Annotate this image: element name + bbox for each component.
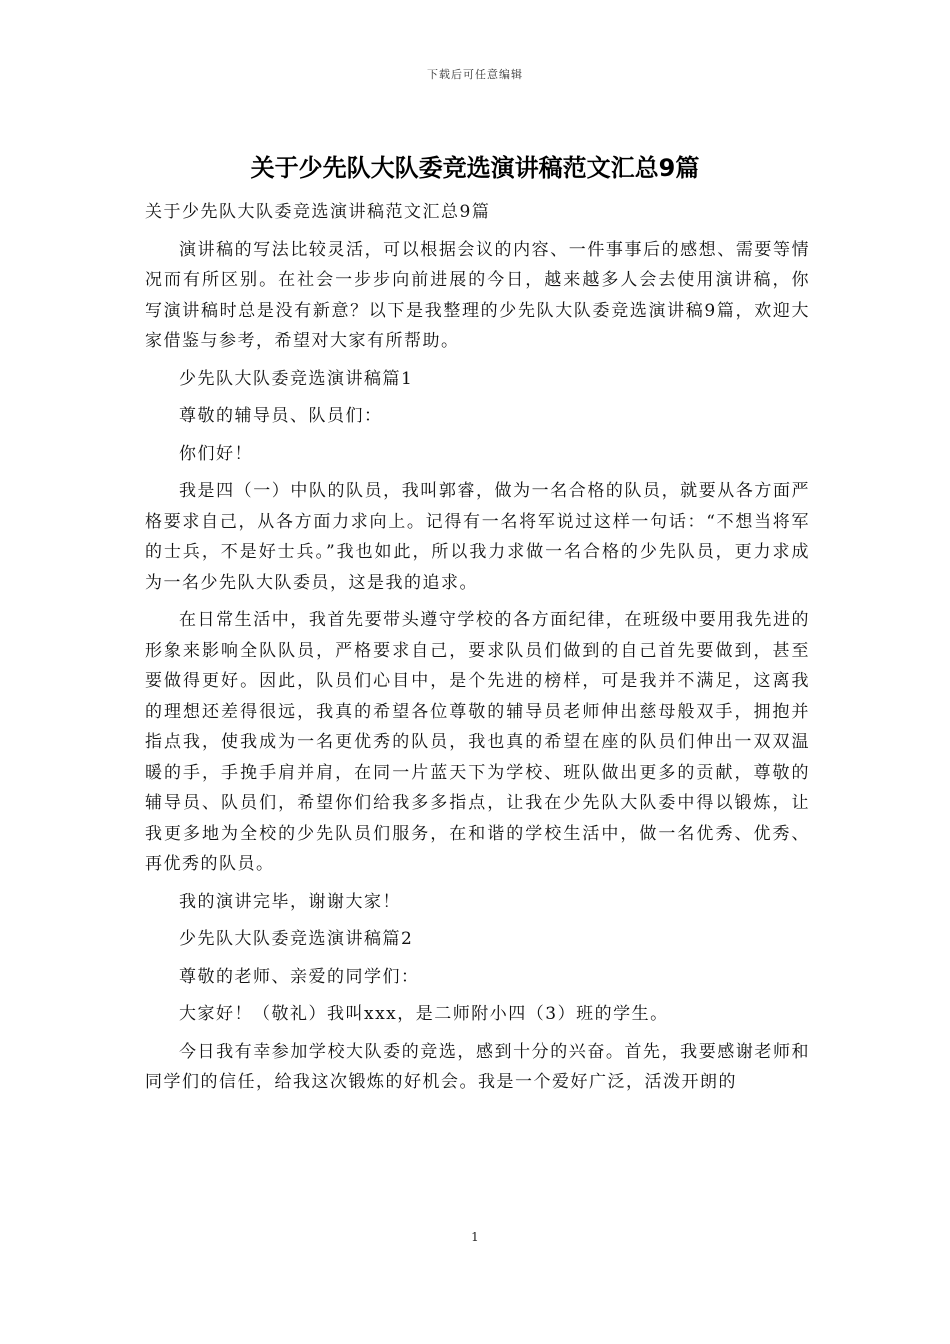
salutation-paragraph: 尊敬的辅导员、队员们： bbox=[179, 406, 383, 426]
greeting-paragraph: 大家好！（敬礼）我叫xxx，是二师附小四（3）班的学生。 bbox=[179, 1004, 669, 1024]
intro-paragraph: 演讲稿的写法比较灵活，可以根据会议的内容、一件事事后的感想、需要等情况而有所区别。在社会一步步向前进展的今日，越来越多人会去使用演讲稿，你写演讲稿时总是没有新意？以下是我整理的少先队大队委竞选演讲稿9篇，欢迎大家借鉴与参考，希望对大家有所帮助。 bbox=[145, 239, 810, 351]
page-header-note: 下载后可任意编辑 bbox=[427, 68, 523, 81]
section-heading-2: 少先队大队委竞选演讲稿篇2 bbox=[179, 929, 414, 949]
salutation-paragraph: 尊敬的老师、亲爱的同学们： bbox=[179, 966, 420, 987]
section-heading-1: 少先队大队委竞选演讲稿篇1 bbox=[179, 368, 414, 389]
closing-paragraph: 我的演讲完毕，谢谢大家！ bbox=[179, 891, 401, 912]
subtitle-paragraph: 关于少先队大队委竞选演讲稿范文汇总9篇 bbox=[145, 202, 491, 222]
document-body bbox=[145, 197, 810, 1105]
greeting-paragraph: 你们好！ bbox=[179, 443, 253, 464]
body-paragraph: 我是四（一）中队的队员，我叫郭睿，做为一名合格的队员，就要从各方面严格要求自己，从各方面力求向上。记得有一名将军说过这样一句话：“不想当将军的士兵，不是好士兵。”我也如此，所以我力求做一名合格的少先队员，更力求成为一名少先队大队委员，这是我的追求。 bbox=[145, 481, 810, 593]
body-paragraph: 在日常生活中，我首先要带头遵守学校的各方面纪律，在班级中要用我先进的形象来影响全队队员，严格要求自己，要求队员们做到的自己首先要做到，甚至要做得更好。因此，队员们心目中，是个先进的榜样，可是我并不满足，这离我的理想还差得很远，我真的希望各位尊敬的辅导员老师伸出慈母般双手，拥抱并指点我，使我成为一名更优秀的队员，我也真的希望在座的队员们伸出一双双温暖的手，手挽手肩并肩，在同一片蓝天下为学校、班队做出更多的贡献，尊敬的辅导员、队员们，希望你们给我多多指点，让我在少先队大队委中得以锻炼，让我更多地为全校的少先队员们服务，在和谐的学校生活中，做一名优秀、优秀、再优秀的队员。 bbox=[145, 610, 810, 874]
page-number: 1 bbox=[471, 1230, 479, 1244]
body-paragraph: 今日我有幸参加学校大队委的竞选，感到十分的兴奋。首先，我要感谢老师和同学们的信任，给我这次锻炼的好机会。我是一个爱好广泛，活泼开朗的 bbox=[145, 1041, 810, 1092]
document-title: 关于少先队大队委竞选演讲稿范文汇总9篇 bbox=[250, 154, 700, 182]
